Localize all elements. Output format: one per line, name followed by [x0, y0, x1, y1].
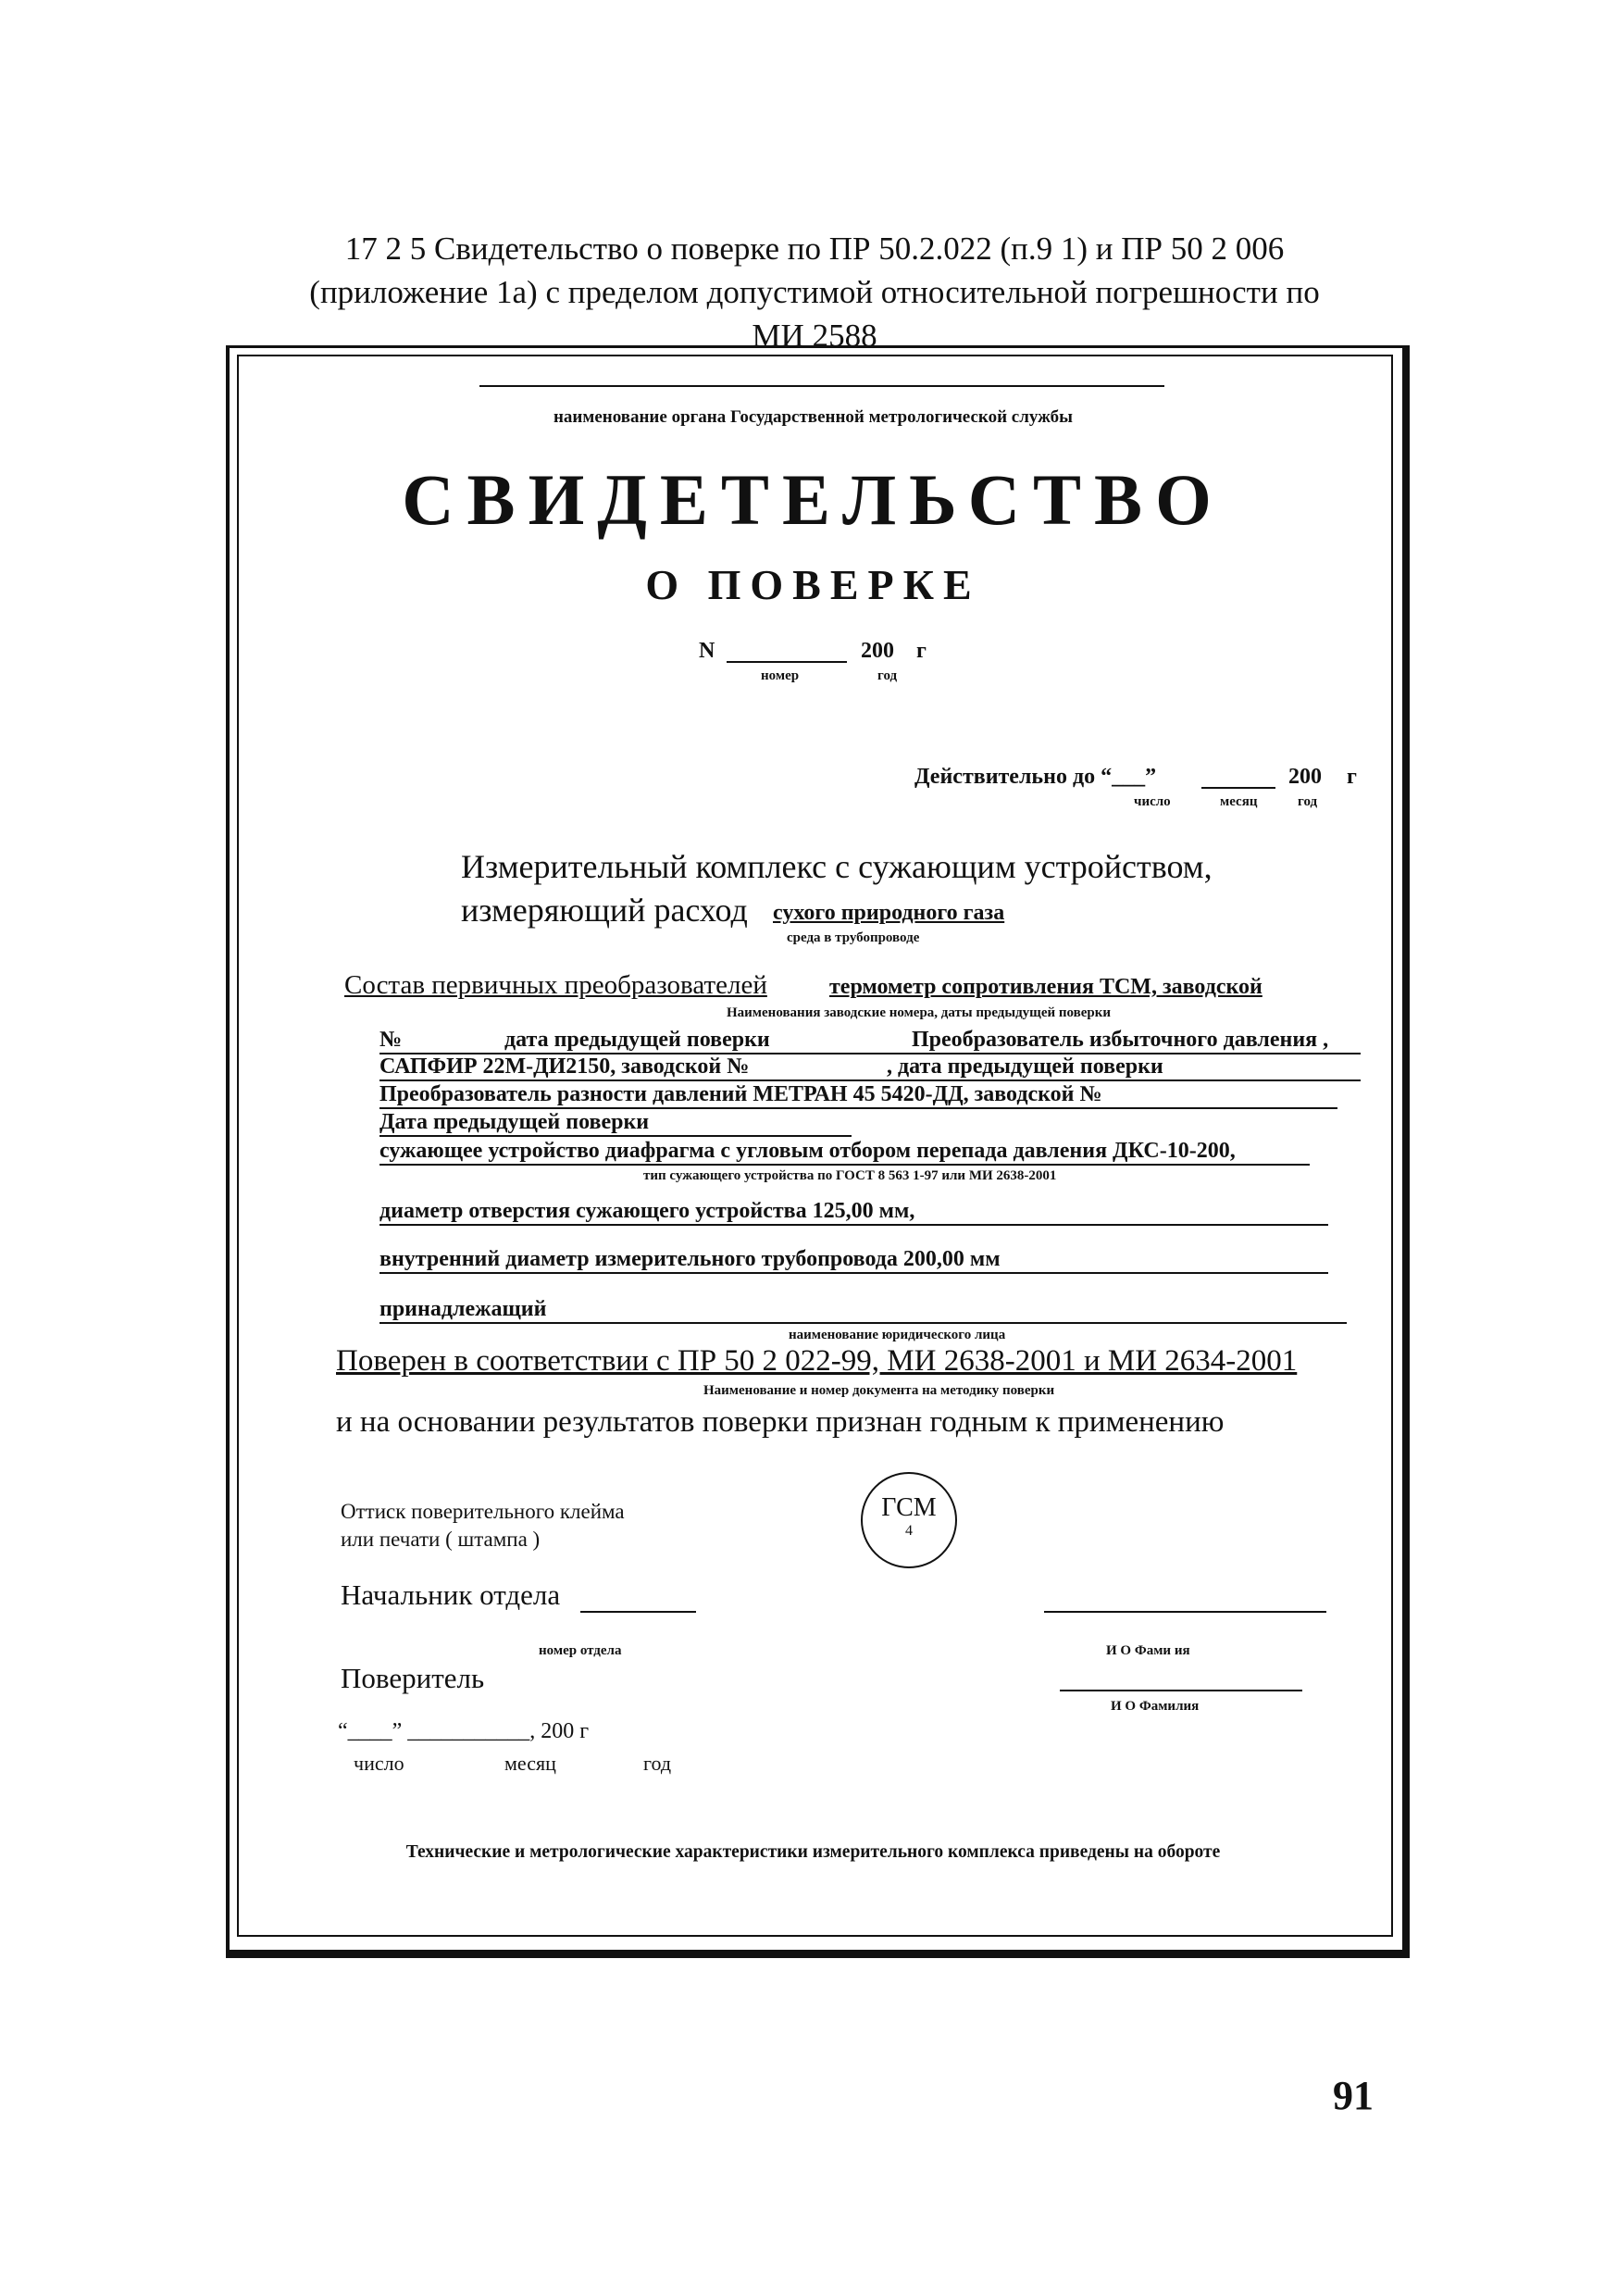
stamp-label-line-1: Оттиск поверительного клейма	[341, 1500, 625, 1523]
verified-text: Поверен в соответствии с ПР 50 2 022-99, МИ 2638-2001 и МИ 2634-2001	[336, 1344, 1298, 1378]
stamp-number: 4	[905, 1523, 913, 1539]
row7-pipe-diameter: внутренний диаметр измерительного трубопровода 200,00 мм	[379, 1247, 1001, 1271]
stamp-text: ГСМ	[881, 1493, 937, 1522]
verified-caption: Наименование и номер документа на методику поверки	[703, 1383, 1055, 1398]
complex-medium-value: сухого природного газа	[773, 901, 1005, 925]
row5-caption: тип сужающего устройства по ГОСТ 8 563 1-97 или МИ 2638-2001	[643, 1168, 1057, 1183]
department-number-line	[580, 1611, 696, 1613]
valid-day-caption: число	[1134, 794, 1171, 809]
row1-pressure-transducer: Преобразователь избыточного давления ,	[912, 1028, 1329, 1052]
number-year: 200	[861, 639, 894, 663]
number-prefix: N	[699, 639, 715, 663]
row8-owner-label: принадлежащий	[379, 1297, 547, 1321]
department-number-caption: номер отдела	[539, 1643, 622, 1658]
composition-caption: Наименования заводские номера, даты предыдущей поверки	[727, 1005, 1112, 1020]
row2-underline	[379, 1079, 1361, 1081]
verification-stamp	[861, 1472, 957, 1568]
certificate-title: СВИДЕТЕЛЬСТВО	[402, 459, 1225, 540]
heading-line-2: (приложение 1а) с пределом допустимой относительной погрешности по	[309, 274, 1320, 310]
row4-prev-date: Дата предыдущей поверки	[379, 1110, 650, 1134]
valid-month-line	[1201, 787, 1275, 789]
section-heading	[185, 227, 1444, 357]
verifier-label: Поверитель	[341, 1662, 485, 1694]
row1-number-label: №	[379, 1028, 403, 1052]
heading-line-1: 17 2 5 Свидетельство о поверке по ПР 50.2.022 (п.9 1) и ПР 50 2 006	[344, 231, 1285, 267]
stamp-label-line-2: или печати ( штампа )	[341, 1528, 541, 1551]
composition-label: Состав первичных преобразователей	[344, 970, 767, 1000]
valid-year-suffix: г	[1347, 765, 1357, 789]
row3-underline	[379, 1107, 1337, 1109]
valid-year-caption: год	[1298, 794, 1318, 809]
number-year-suffix: г	[916, 639, 927, 663]
row8-underline	[379, 1322, 1347, 1324]
conclusion-text: и на основании результатов поверки признан годным к применению	[336, 1405, 1225, 1439]
row4-underline	[379, 1135, 852, 1137]
valid-year: 200	[1288, 765, 1322, 789]
row1-prev-date-label: дата предыдущей поверки	[504, 1028, 770, 1052]
row2-prev-date-label: , дата предыдущей поверки	[887, 1054, 1163, 1079]
row2-sapphire: САПФИР 22М-ДИ2150, заводской №	[379, 1054, 750, 1079]
row7-underline	[379, 1272, 1328, 1274]
verifier-signature-line	[1060, 1690, 1302, 1691]
department-head-label: Начальник отдела	[341, 1578, 561, 1611]
row5-underline	[379, 1164, 1310, 1166]
number-field-line	[727, 661, 847, 663]
page-number: 91	[1333, 2073, 1374, 2118]
footer-note: Технические и метрологические характеристики измерительного комплекса приведены на обороте	[405, 1842, 1221, 1862]
year-caption: год	[877, 668, 898, 683]
complex-line-1: Измерительный комплекс с сужающим устройством,	[461, 848, 1213, 885]
date-line: “____” ___________, 200 г	[338, 1719, 590, 1743]
valid-month-caption: месяц	[1220, 794, 1258, 809]
valid-until-label: Действительно до “___”	[914, 765, 1157, 789]
row8-caption: наименование юридического лица	[789, 1328, 1006, 1342]
head-fio-caption: И О Фами ия	[1106, 1643, 1190, 1658]
composition-value: термометр сопротивления ТСМ, заводской	[829, 975, 1263, 999]
row6-underline	[379, 1224, 1328, 1226]
verifier-fio-caption: И О Фамилия	[1111, 1699, 1200, 1714]
stamp-label	[341, 1498, 625, 1554]
medium-caption: среда в трубопроводе	[787, 930, 920, 945]
row3-diff-pressure: Преобразователь разности давлений МЕТРАН 45 5420-ДД, заводской №	[379, 1082, 1102, 1106]
date-month-caption: месяц	[504, 1752, 556, 1775]
row5-restriction-device: сужающее устройство диафрагма с угловым отбором перепада давления ДКС-10-200,	[379, 1139, 1236, 1163]
date-year-caption: год	[643, 1752, 672, 1775]
complex-line-2-label: измеряющий расход	[461, 892, 748, 929]
heading-line-3: МИ 2588	[752, 318, 877, 354]
head-signature-line	[1044, 1611, 1326, 1613]
date-day-caption: число	[354, 1752, 404, 1775]
row6-orifice-diameter: диаметр отверстия сужающего устройства 125,00 мм,	[379, 1199, 915, 1223]
org-caption: наименование органа Государственной метрологической службы	[553, 407, 1073, 427]
number-caption: номер	[761, 668, 800, 683]
certificate-subtitle: О ПОВЕРКЕ	[645, 561, 981, 608]
org-name-line	[479, 385, 1164, 387]
